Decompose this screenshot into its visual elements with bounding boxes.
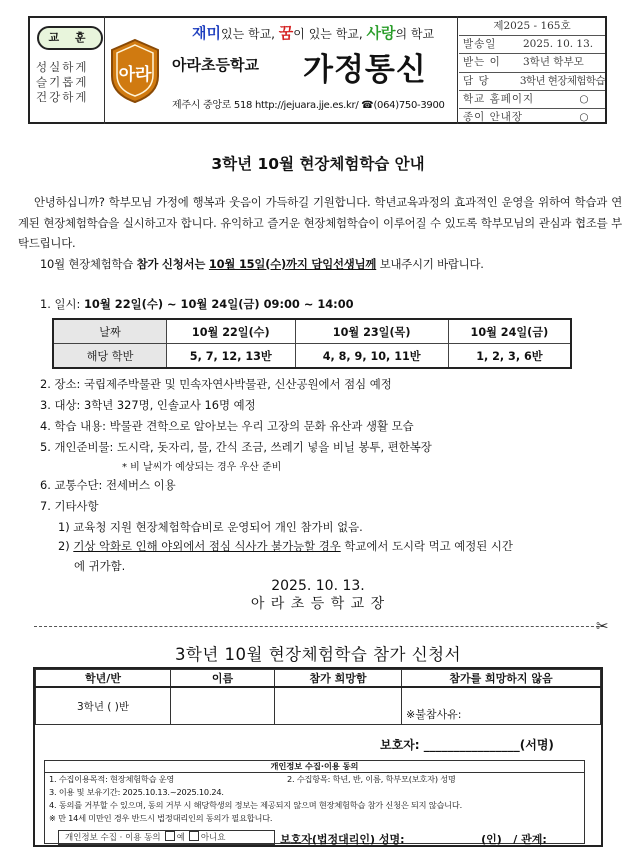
schedule-cell: 5, 7, 12, 13반 (167, 344, 296, 369)
motto-line: 성실하게 (36, 60, 89, 74)
consent-line: 4. 동의를 거부할 수 있으며, 동의 거부 시 해당학생의 정보는 제공되지 않으며 현장체험학습 참가 신청은 되지 않습니다. (49, 800, 462, 810)
school-address: 제주시 중앙로 518 http://jejuara.jje.es.kr/ ☎(064)750-3900 (172, 100, 445, 111)
slogan-word: 재미 (192, 24, 221, 42)
header-divider (457, 16, 458, 124)
item-prep: 5. 개인준비물: 도시락, 돗자리, 물, 간식 조금, 쓰레기 넣을 비닐 봉투, 편한복장 (40, 440, 432, 454)
consent-yes-checkbox[interactable] (165, 831, 175, 841)
form-header: 참가 희망함 (275, 670, 402, 688)
school-name: 아라초등학교 (172, 56, 259, 74)
schedule-header: 해당 학반 (53, 344, 167, 369)
info-row-charge: 담 당 3학년 현장체험학습 (459, 73, 605, 91)
form-header: 이름 (171, 670, 275, 688)
item-place: 2. 장소: 국립제주박물관 및 민속자연사박물관, 신산공원에서 점심 예정 (40, 377, 392, 391)
name-field[interactable] (171, 687, 275, 725)
consent-no-checkbox[interactable] (189, 831, 199, 841)
intro-paragraph: 안녕하십니까? 학부모님 가정에 행복과 웃음이 가득하길 기원합니다. 학년교육과정의 효과적인 운영을 위하여 학습과 연계된 현장체험학습을 실시하고자 합니다. 유익하고 즐거운 현장체험학습이 이루어질 수 있도록 학부모님의 관심과 협조를 부탁드립니다. (18, 195, 622, 251)
scissors-icon: ✂ (596, 617, 609, 635)
legal-guardian-signature[interactable]: 보호자(법정대리인) 성명: (인) / 관계: (280, 833, 547, 846)
school-motto (36, 60, 106, 105)
item-content: 4. 학습 내용: 박물관 견학으로 알아보는 우리 고장의 문화 유산과 생활 모습 (40, 419, 414, 433)
attend-yes-field[interactable] (275, 687, 402, 725)
closing-date: 2025. 10. 13. (271, 578, 365, 594)
consent-line: 3. 이용 및 보유기간: 2025.10.13.~2025.10.24. (49, 787, 224, 797)
form-header: 참가를 희망하지 않음 (402, 670, 601, 688)
item-etc: 7. 기타사항 (40, 499, 99, 513)
schedule-row-classes (53, 344, 571, 369)
form-header-row (36, 670, 601, 688)
principal-signature: 아 라 초 등 학 교 장 (250, 596, 386, 612)
guardian-signature-line[interactable]: 보호자: ________________(서명) (380, 738, 554, 752)
newsletter-name: 가정통신 (303, 52, 427, 88)
consent-title: 개인정보 수집·이용 동의 (45, 761, 584, 773)
schedule-cell: 4, 8, 9, 10, 11반 (295, 344, 448, 369)
motto-line: 건강하게 (36, 90, 89, 104)
info-row-send-date: 발송일 2025. 10. 13. (459, 36, 605, 54)
issue-info (459, 18, 605, 126)
deadline-paragraph: 10월 현장체험학습 참가 신청서는 10월 15일(수)까지 담임선생님께 보내주시기 바랍니다. (40, 257, 484, 271)
consent-line: 1. 수집이용목적: 현장체험학습 운영 (49, 774, 175, 784)
application-table (35, 669, 601, 725)
school-logo-icon (109, 38, 161, 104)
class-field[interactable]: 3학년 ( )반 (36, 687, 171, 725)
schedule-cell: 10월 22일(수) (167, 319, 296, 344)
schedule-header: 날짜 (53, 319, 167, 344)
school-slogan (192, 22, 434, 43)
info-row-paper: 종이 안내장 ○ (463, 110, 589, 123)
info-row-recipient: 받는 이 3학년 학부모 (459, 54, 605, 72)
absence-reason-field[interactable]: ※불참사유: (402, 687, 601, 725)
motto-line: 슬기롭게 (36, 75, 89, 89)
info-row-homepage: 학교 홈페이지 ○ (459, 91, 605, 109)
schedule-cell: 1, 2, 3, 6반 (448, 344, 571, 369)
schedule-cell: 10월 24일(금) (448, 319, 571, 344)
etc-note-1: 1) 교육청 지원 현장체험학습비로 운영되어 개인 참가비 없음. (58, 520, 363, 534)
etc-note-2: 2) 기상 악화로 인해 야외에서 점심 식사가 불가능할 경우 학교에서 도시락 먹고 예정된 시간 (58, 539, 513, 553)
cut-line (34, 626, 604, 627)
issue-number: 제2025 - 165호 (459, 18, 605, 36)
consent-line: ※ 만 14세 미만인 경우 반드시 법정대리인의 동의가 필요합니다. (49, 813, 273, 823)
consent-line: 2. 수집항목: 학년, 반, 이름, 학부모(보호자) 성명 (287, 774, 456, 784)
etc-note-2-cont: 에 귀가함. (74, 559, 126, 573)
consent-choice: 개인정보 수집 · 이용 동의 예 아니요 (58, 830, 275, 845)
form-input-row (36, 687, 601, 725)
slogan-text: 이 있는 학교, (293, 27, 367, 41)
schedule-table (52, 318, 572, 369)
slogan-text: 있는 학교, (220, 27, 279, 41)
schedule-row-dates (53, 319, 571, 344)
item-target: 3. 대상: 3학년 327명, 인솔교사 16명 예정 (40, 398, 256, 412)
prep-note: * 비 날씨가 예상되는 경우 우산 준비 (122, 462, 282, 473)
form-title: 3학년 10월 현장체험학습 참가 신청서 (174, 645, 462, 664)
slogan-word: 사랑 (366, 24, 396, 42)
slogan-word: 꿈 (278, 24, 294, 42)
item-transport: 6. 교통수단: 전세버스 이용 (40, 478, 176, 492)
schedule-cell: 10월 23일(목) (295, 319, 448, 344)
slogan-text: 의 학교 (395, 27, 435, 41)
svg-text:아라: 아라 (118, 65, 152, 85)
form-header: 학년/반 (36, 670, 171, 688)
item-date: 1. 일시: 10월 22일(수) ~ 10월 24일(금) 09:00 ~ 14:00 (40, 297, 354, 311)
header-divider (104, 16, 105, 124)
motto-badge: 교 훈 (37, 26, 103, 50)
page-title: 3학년 10월 현장체험학습 안내 (211, 155, 425, 173)
